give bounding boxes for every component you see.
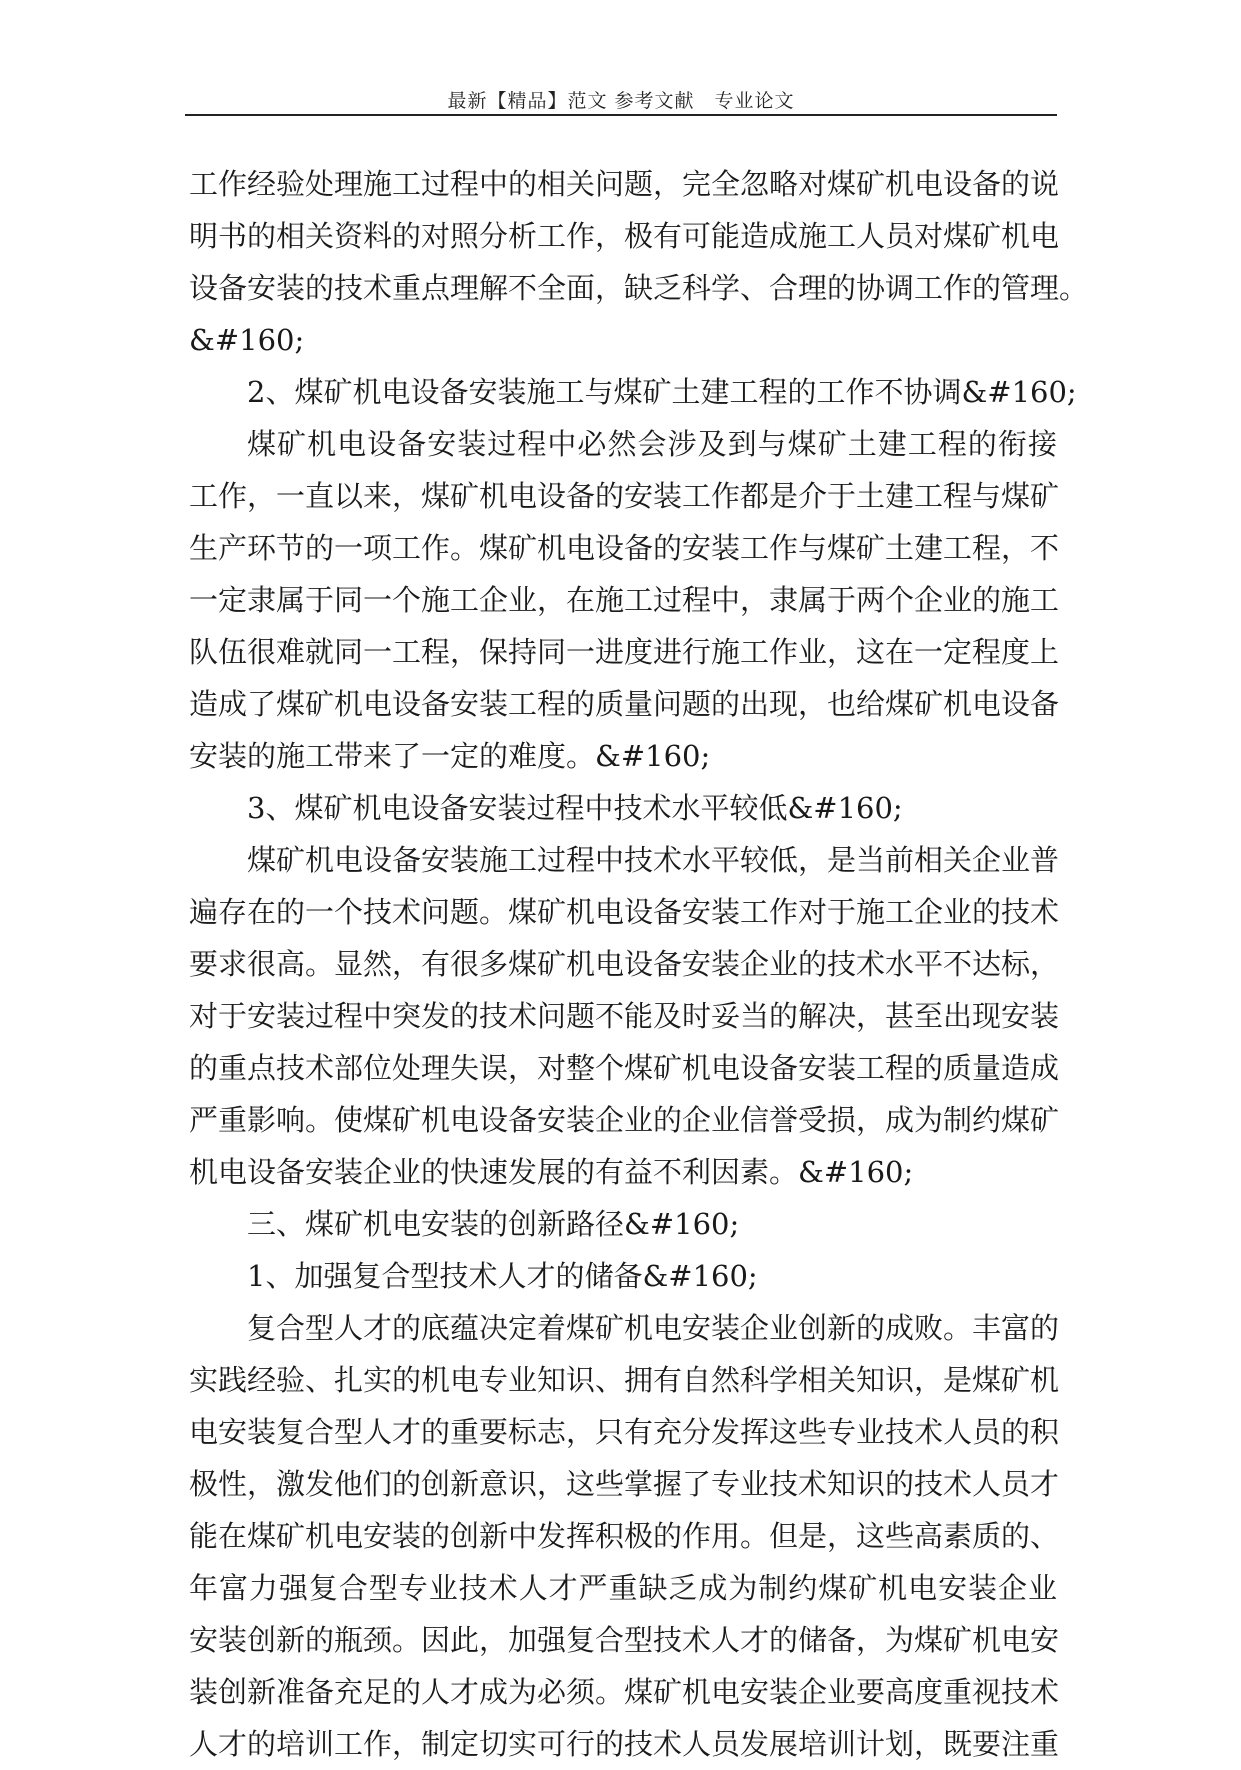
text-line: 能在煤矿机电安装的创新中发挥积极的作用。但是，这些高素质的、 xyxy=(189,1519,1060,1553)
text-line: 人才的培训工作，制定切实可行的技术人员发展培训计划，既要注重 xyxy=(189,1727,1060,1761)
text-line: 要求很高。显然，有很多煤矿机电设备安装企业的技术水平不达标， xyxy=(189,947,1060,981)
text-line: 1、加强复合型技术人才的储备&#160; xyxy=(247,1259,758,1293)
text-line: 2、煤矿机电设备安装施工与煤矿土建工程的工作不协调&#160; xyxy=(247,375,1077,409)
text-line: 煤矿机电设备安装过程中必然会涉及到与煤矿土建工程的衔接 xyxy=(247,427,1057,461)
text-line: 3、煤矿机电设备安装过程中技术水平较低&#160; xyxy=(247,791,903,825)
text-line: 严重影响。使煤矿机电设备安装企业的企业信誉受损，成为制约煤矿 xyxy=(189,1103,1060,1137)
text-line: 明书的相关资料的对照分析工作，极有可能造成施工人员对煤矿机电 xyxy=(189,219,1060,253)
text-line: 年富力强复合型专业技术人才严重缺乏成为制约煤矿机电安装企业 xyxy=(189,1571,1057,1605)
text-line: 对于安装过程中突发的技术问题不能及时妥当的解决，甚至出现安装 xyxy=(189,999,1060,1033)
text-line: 的重点技术部位处理失误，对整个煤矿机电设备安装工程的质量造成 xyxy=(189,1051,1060,1085)
text-line: 队伍很难就同一工程，保持同一进度进行施工作业，这在一定程度上 xyxy=(189,635,1060,669)
text-line: 安装创新的瓶颈。因此，加强复合型技术人才的储备，为煤矿机电安 xyxy=(189,1623,1060,1657)
text-line: 装创新准备充足的人才成为必须。煤矿机电安装企业要高度重视技术 xyxy=(189,1675,1060,1709)
header-divider xyxy=(185,114,1057,116)
text-line: 工作经验处理施工过程中的相关问题，完全忽略对煤矿机电设备的说 xyxy=(189,167,1060,201)
text-line: 机电设备安装企业的快速发展的有益不利因素。&#160; xyxy=(189,1155,914,1189)
text-line: 煤矿机电设备安装施工过程中技术水平较低，是当前相关企业普 xyxy=(247,843,1060,877)
text-line: 生产环节的一项工作。煤矿机电设备的安装工作与煤矿土建工程，不 xyxy=(189,531,1060,565)
text-line: 一定隶属于同一个施工企业，在施工过程中，隶属于两个企业的施工 xyxy=(189,583,1060,617)
text-line: 造成了煤矿机电设备安装工程的质量问题的出现，也给煤矿机电设备 xyxy=(189,687,1060,721)
text-line: 安装的施工带来了一定的难度。&#160; xyxy=(189,739,711,773)
page-header: 最新【精品】范文 参考文献 专业论文 xyxy=(447,90,795,112)
text-line: &#160; xyxy=(189,323,305,357)
text-line: 极性，激发他们的创新意识，这些掌握了专业技术知识的技术人员才 xyxy=(189,1467,1060,1501)
text-line: 实践经验、扎实的机电专业知识、拥有自然科学相关知识，是煤矿机 xyxy=(189,1363,1060,1397)
text-line: 遍存在的一个技术问题。煤矿机电设备安装工作对于施工企业的技术 xyxy=(189,895,1060,929)
text-line: 复合型人才的底蕴决定着煤矿机电安装企业创新的成败。丰富的 xyxy=(247,1311,1060,1345)
text-line: 设备安装的技术重点理解不全面，缺乏科学、合理的协调工作的管理。 xyxy=(189,271,1089,305)
text-line: 三、煤矿机电安装的创新路径&#160; xyxy=(247,1207,740,1241)
document-body xyxy=(189,158,1089,1770)
text-line: 工作，一直以来，煤矿机电设备的安装工作都是介于土建工程与煤矿 xyxy=(189,479,1060,513)
text-line: 电安装复合型人才的重要标志，只有充分发挥这些专业技术人员的积 xyxy=(189,1415,1060,1449)
